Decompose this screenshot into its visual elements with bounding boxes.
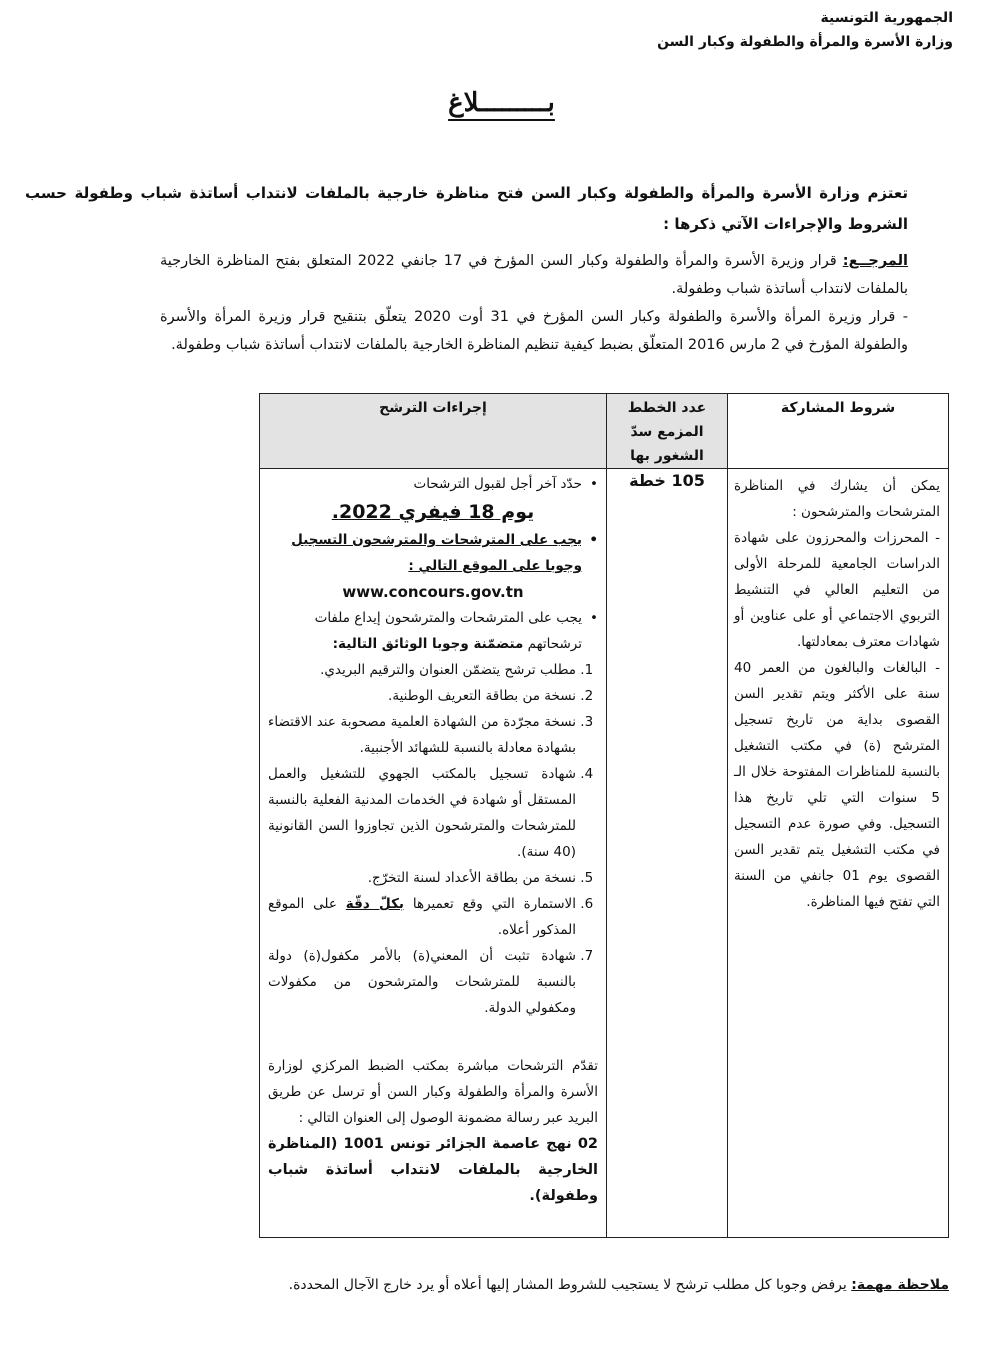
required-documents [268, 657, 598, 1021]
document-item: 1. مطلب ترشح يتضمّن العنوان والترقيم البريدي. [268, 657, 576, 683]
intro-paragraph: تعتزم وزارة الأسرة والمرأة والطفولة وكبار السن فتح مناظرة خارجية بالملفات لانتداب أساتذة شباب وطفولة حسب الشروط والإجراءات الآتي ذكرها : [25, 184, 908, 233]
reference-1-text: قرار وزيرة الأسرة والمرأة والطفولة وكبار السن المؤرخ في 17 جانفي 2022 المتعلق بفتح المناظرة الخارجية بالملفات لانتداب أساتذة شباب وطفولة. [160, 253, 908, 297]
conditions-cell [728, 469, 949, 1238]
references [160, 247, 908, 359]
ministry-name: وزارة الأسرة والمرأة والطفولة وكبار السن [657, 34, 953, 50]
submission-instructions: تقدّم الترشحات مباشرة بمكتب الضبط المركزي لوزارة الأسرة والمرأة والطفولة وكبار السن أو ترسل عن طريق البريد عبر رسالة مضمونة الوصول إلى العنوان التالي : [268, 1058, 598, 1126]
table-header-row [260, 394, 949, 469]
header-count: عدد الخطط المزمع سدّ الشغور بها [607, 394, 728, 469]
deposit-text: يجب على المترشحات والمترشحون إيداع ملفات ترشحاتهم [314, 610, 582, 652]
positions-count: 105 خطة [607, 469, 728, 1238]
deposit-requirement [268, 605, 598, 657]
table-body-row [260, 469, 949, 1238]
title-text: بـــــــــلاغ [448, 88, 555, 118]
document-item: 7. شهادة تثبت أن المعني(ة) بالأمر مكفول(ة) دولة بالنسبة للمترشحات والمترشحون من مكفولات ومكفولي الدولة. [268, 943, 576, 1021]
letterhead [657, 6, 953, 54]
doc6-emphasis: بكلّ دقّة [345, 896, 404, 912]
doc6-text: الاستمارة التي وقع تعميرها [404, 896, 576, 912]
reference-2: - قرار وزيرة المرأة والأسرة والطفولة وكبار السن المؤرخ في 31 أوت 2020 يتعلّق بتنقيح قرار وزيرة المرأة والأسرة والطفولة المؤرخ في 2 مارس 2016 المتعلّق بضبط كيفية تنظيم المناظرة الخارجية بالملفات لانتداب أساتذة شباب وطفولة. [160, 309, 908, 353]
deadline-date: يوم 18 فيفري 2022. [331, 501, 535, 523]
header-conditions: شروط المشاركة [728, 394, 949, 469]
conditions-intro: يمكن أن يشارك في المناظرة المترشحات والمترشحون : [734, 478, 940, 520]
important-note [20, 1273, 949, 1297]
note-label: ملاحظة مهمة: [851, 1277, 949, 1293]
deadline-label: • حدّد آخر أجل لقبول الترشحات [268, 471, 598, 497]
condition-degree: - المحرزات والمحرزون على شهادة الدراسات الجامعية للمرحلة الأولى من التعليم العالي في التنشيط التربوي الاجتماعي أو على عناوين أو شهادات معترف بمعادلتها. [734, 530, 940, 650]
page-title [0, 88, 1003, 118]
condition-age: - البالغات والبالغون من العمر 40 سنة على الأكثر ويتم تقدير السن القصوى بداية من تاريخ تسجيل المترشح (ة) في مكتب التشغيل بالنسبة للمناظرات المفتوحة خلال الـ 5 سنوات التي تلي تاريخ هذا التسجيل. وفي صورة عدم التسجيل في مكتب التشغيل يتم تقدير السن القصوى يوم 01 جانفي من السنة التي تفتح فيها المناظرة. [734, 660, 940, 910]
document-item [268, 891, 576, 943]
reference-label: المرجــع: [842, 253, 908, 269]
reference-1 [160, 247, 908, 303]
deposit-emphasis: متضمّنة وجوبا الوثائق التالية: [332, 636, 524, 652]
doc6-tail: على الموقع المذكور أعلاه. [268, 896, 576, 938]
header-procedures: إجراءات الترشح [260, 394, 607, 469]
country-name: الجمهورية التونسية [820, 10, 953, 26]
website-link[interactable]: www.concours.gov.tn [342, 583, 524, 601]
requirements-table [259, 393, 949, 1238]
document-item: 2. نسخة من بطاقة التعريف الوطنية. [268, 683, 576, 709]
document-item: 4. شهادة تسجيل بالمكتب الجهوي للتشغيل والعمل المستقل أو شهادة في الخدمات المدنية الفعلية بالنسبة للمترشحات والمترشحون الذين تجاوزوا السن القانونية (40 سنة). [268, 761, 576, 865]
registration-requirement: • يجب على المترشحات والمترشحون التسجيل وجوبا على الموقع التالي : [268, 527, 598, 579]
procedures-cell [260, 469, 607, 1238]
document-item: 5. نسخة من بطاقة الأعداد لسنة التخرّج. [268, 865, 576, 891]
mailing-address: 02 نهج عاصمة الجزائر تونس 1001 (المناظرة الخارجية بالملفات لانتداب أساتذة شباب وطفولة). [268, 1136, 598, 1204]
note-text: يرفض وجوبا كل مطلب ترشح لا يستجيب للشروط المشار إليها أعلاه أو يرد خارج الآجال المحددة. [288, 1277, 852, 1293]
document-item: 3. نسخة مجرّدة من الشهادة العلمية مصحوبة عند الاقتضاء بشهادة معادلة بالنسبة للشهائد الأجنبية. [268, 709, 576, 761]
